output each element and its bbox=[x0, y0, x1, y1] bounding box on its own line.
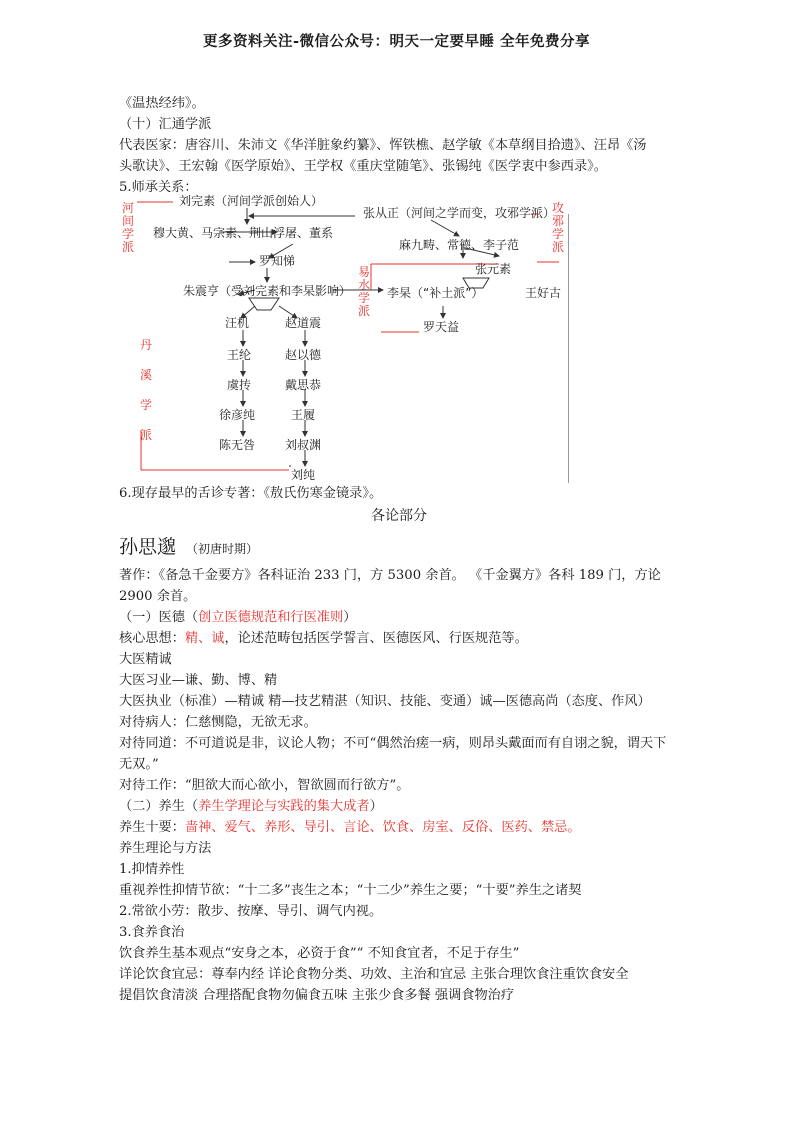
yide-highlight: 创立医德规范和行医准则 bbox=[198, 610, 344, 625]
text-line: 提倡饮食清淡 合理搭配食物勿偏食五味 主张少食多餐 强调食物治疗 bbox=[119, 988, 515, 1003]
yangsheng-suffix: ） bbox=[369, 799, 383, 814]
text-line: 对待同道：不可道说是非，议论人物；不可“偶然治瘥一病，则昂头戴面而有自诩之貌，谓天下无双。” bbox=[119, 736, 667, 772]
node-zhu-zhenheng: 朱震亨（受刘完素和李杲影响） bbox=[183, 284, 352, 298]
text-line: 对待工作：“胆欲大而心欲小，智欲圆而行欲方”。 bbox=[119, 778, 410, 793]
text-line: 2.常欲小劳：散步、按摩、导引、调气内视。 bbox=[119, 904, 383, 919]
yangsheng-heading bbox=[119, 796, 679, 817]
node-dai-sigong: 戴思恭 bbox=[285, 378, 322, 392]
text-line: 《温热经纬》。 bbox=[119, 96, 205, 111]
text-line: 5.师承关系： bbox=[119, 180, 198, 195]
lineage-diagram bbox=[119, 194, 569, 483]
text-line: 大医习业—谦、勤、博、精 bbox=[119, 673, 278, 688]
node-liu-wansu: 刘完素（河间学派创始人） bbox=[179, 194, 324, 208]
node-zhang-congzheng: 张从正（河间之学而变，攻邪学派） bbox=[363, 206, 556, 220]
text-line: 1.抑情养性 bbox=[119, 862, 185, 877]
shiyao-line bbox=[119, 817, 679, 838]
node-liu-shuyuan: 刘叔渊 bbox=[285, 438, 322, 452]
text-line: 大医执业（标准）—精诚 精—技艺精湛（知识、技能、变通）诚—医德高尚（态度、作风） bbox=[119, 694, 651, 709]
text-line: 3.食养食治 bbox=[119, 925, 185, 940]
section-title: 各论部分 bbox=[371, 508, 427, 524]
text-line: 养生理论与方法 bbox=[119, 841, 212, 856]
node-wang-lun: 王纶 bbox=[227, 348, 252, 362]
node-yu-tuan: 虞抟 bbox=[227, 378, 252, 392]
school-label-yishui: 易水学派 bbox=[357, 265, 370, 318]
works-paragraph: 著作：《备急千金要方》各科证治 233 门，方 5300 余首。 《千金翼方》各科 189 门，方论 2900 余首。 bbox=[119, 568, 661, 604]
school-label-gongxie: 攻邪学派 bbox=[551, 201, 564, 254]
node-zhao-daozhen: 赵道震 bbox=[285, 316, 322, 330]
text-line: 重视养性抑情节欲：“十二多”丧生之本；“十二少”养生之要；“十要”养生之诸契 bbox=[119, 883, 582, 898]
text-line: 对待病人：仁慈恻隐，无欲无求。 bbox=[119, 715, 317, 730]
page-header: 更多资料关注-微信公众号：明天一定要早睡 全年免费分享 bbox=[202, 33, 591, 50]
school-label-hejian: 河间学派 bbox=[121, 201, 134, 254]
text-line: 大医精诚 bbox=[119, 652, 172, 667]
node-ma-jiuchou: 麻九畴、常德、李子范 bbox=[399, 238, 520, 252]
shiyao-highlight: 啬神、爱气、养形、导引、言论、饮食、房室、反俗、医药、禁忌。 bbox=[184, 820, 581, 835]
text-line: 6.现存最早的舌诊专著：《敖氏伤寒金镜录》。 bbox=[119, 486, 383, 501]
person-heading bbox=[119, 531, 679, 565]
node-luo-tianyi: 罗天益 bbox=[423, 320, 460, 334]
text-line: 详论饮食宜忌：尊奉内经 详论食物分类、功效、主治和宜忌 主张合理饮食注重饮食安全 bbox=[119, 967, 629, 982]
person-name: 孙思邈 bbox=[119, 536, 177, 558]
yangsheng-prefix: （二）养生（ bbox=[119, 799, 199, 814]
text-line: 饮食养生基本观点“安身之本，必资于食”“ 不知食宜者，不足于存生” bbox=[119, 946, 520, 961]
person-era: （初唐时期） bbox=[186, 542, 259, 556]
shiyao-prefix: 养生十要： bbox=[119, 820, 185, 835]
node-xu-yanchun: 徐彦纯 bbox=[219, 408, 256, 422]
text-line: 代表医家：唐容川、朱沛文《华洋脏象约纂》、恽铁樵、赵学敏《本草纲目拾遗》、汪昂《汤 bbox=[119, 138, 647, 153]
node-zhao-yide: 赵以德 bbox=[285, 348, 322, 362]
node-liu-chun: 刘纯 bbox=[291, 468, 316, 482]
node-wang-haogu: 王好古 bbox=[525, 286, 562, 300]
yangsheng-highlight: 养生学理论与实践的集大成者 bbox=[198, 799, 370, 814]
node-luo-zhiti: 罗知悌 bbox=[259, 254, 296, 268]
yide-suffix: ） bbox=[343, 610, 357, 625]
node-zhang-yuansu: 张元素 bbox=[475, 262, 512, 276]
hexin-suffix: ，论述范畴包括医学誓言、医德医风、行医规范等。 bbox=[224, 631, 528, 646]
node-wang-lv: 王履 bbox=[291, 408, 316, 422]
text-line: 头歌诀》、王宏翰《医学原始》、王学权《重庆堂随笔》、张锡纯《医学衷中参西录》。 bbox=[119, 159, 607, 174]
node-chen-wujiu: 陈无咎 bbox=[219, 438, 256, 452]
node-li-gao: 李杲（“补土派”） bbox=[387, 286, 484, 300]
node-mu-dahuang: 穆大黄、马宗素、荆山浮屠、董系 bbox=[153, 226, 334, 240]
yide-heading bbox=[119, 607, 679, 628]
text-line: （十）汇通学派 bbox=[119, 117, 212, 132]
hexin-prefix: 核心思想： bbox=[119, 631, 185, 646]
school-label-danxi: 丹溪学派 bbox=[139, 338, 152, 442]
hexin-highlight: 精、诚 bbox=[184, 631, 225, 646]
document-body bbox=[119, 93, 679, 1006]
hexin-line bbox=[119, 628, 679, 649]
node-wang-ji: 汪机 bbox=[225, 316, 250, 330]
yide-prefix: （一）医德（ bbox=[119, 610, 199, 625]
